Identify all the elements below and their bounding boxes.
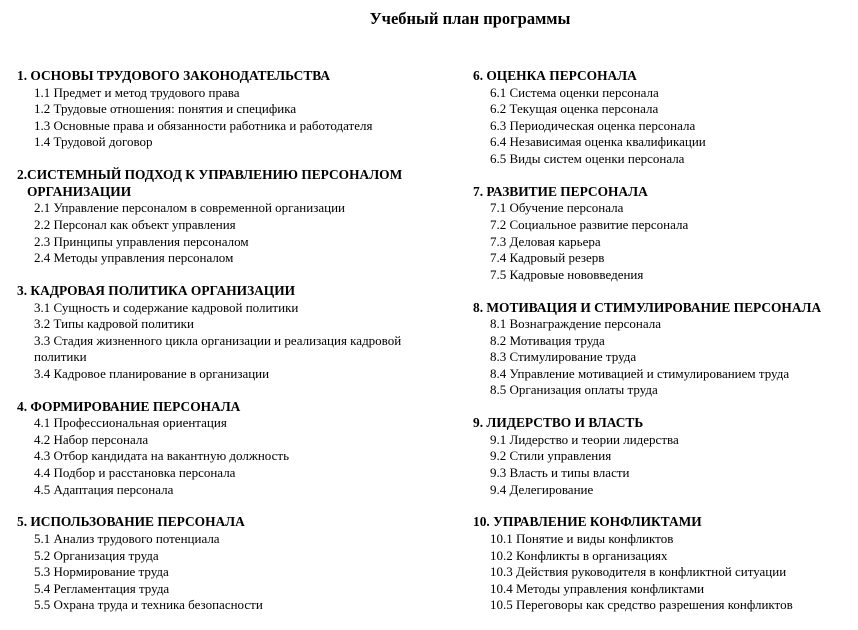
section-heading: 7. РАЗВИТИЕ ПЕРСОНАЛА bbox=[473, 183, 648, 199]
section-staff-formation bbox=[17, 399, 443, 499]
topic-item: 1.3 Основные права и обязанности работника и работодателя bbox=[34, 117, 373, 133]
topic-list bbox=[17, 531, 443, 614]
section-staff-development bbox=[473, 184, 853, 284]
topic-list bbox=[17, 300, 443, 383]
topic-item: 10.2 Конфликты в организациях bbox=[490, 547, 668, 563]
topic-item: 4.1 Профессиональная ориентация bbox=[34, 415, 227, 431]
topic-item: 1.2 Трудовые отношения: понятия и специфика bbox=[34, 101, 297, 117]
section-labor-law bbox=[17, 68, 443, 151]
topic-item: 10.3 Действия руководителя в конфликтной ситуации bbox=[490, 564, 787, 580]
topic-item: 9.1 Лидерство и теории лидерства bbox=[490, 431, 679, 447]
topic-item: 4.5 Адаптация персонала bbox=[34, 481, 174, 497]
topic-item: 8.2 Мотивация труда bbox=[490, 332, 605, 348]
topic-item: 7.3 Деловая карьера bbox=[490, 233, 601, 249]
topic-item: 5.5 Охрана труда и техника безопасности bbox=[34, 597, 263, 613]
section-heading: 10. УПРАВЛЕНИЕ КОНФЛИКТАМИ bbox=[473, 514, 702, 530]
topic-item: 9.4 Делегирование bbox=[490, 481, 594, 497]
section-heading: 3. КАДРОВАЯ ПОЛИТИКА ОРГАНИЗАЦИИ bbox=[17, 282, 296, 298]
section-heading-line: ОРГАНИЗАЦИИ bbox=[27, 183, 132, 199]
topic-item: 2.2 Персонал как объект управления bbox=[34, 216, 236, 232]
section-heading: 5. ИСПОЛЬЗОВАНИЕ ПЕРСОНАЛА bbox=[17, 514, 245, 530]
left-column bbox=[17, 68, 443, 630]
topic-item: 10.5 Переговоры как средство разрешения конфликтов bbox=[490, 597, 793, 613]
topic-item: 2.4 Методы управления персоналом bbox=[34, 250, 234, 266]
topic-item: 1.4 Трудовой договор bbox=[34, 134, 153, 150]
topic-item: 10.1 Понятие и виды конфликтов bbox=[490, 531, 674, 546]
section-staff-assessment bbox=[473, 68, 853, 168]
topic-item: 2.3 Принципы управления персоналом bbox=[34, 233, 249, 249]
topic-item: 6.5 Виды систем оценки персонала bbox=[490, 150, 685, 166]
topic-item: 6.3 Периодическая оценка персонала bbox=[490, 117, 696, 133]
topic-item: 8.5 Организация оплаты труда bbox=[490, 382, 658, 398]
section-heading: 1. ОСНОВЫ ТРУДОВОГО ЗАКОНОДАТЕЛЬСТВА bbox=[17, 68, 331, 83]
topic-item: 5.3 Нормирование труда bbox=[34, 564, 169, 580]
topic-item: 7.1 Обучение персонала bbox=[490, 200, 624, 216]
topic-item: 4.4 Подбор и расстановка персонала bbox=[34, 465, 236, 481]
topic-list bbox=[473, 200, 853, 283]
section-staff-use bbox=[17, 514, 443, 614]
topic-item: 3.4 Кадровое планирование в организации bbox=[34, 365, 270, 381]
topic-item: 1.1 Предмет и метод трудового права bbox=[34, 84, 240, 100]
topic-item: 8.3 Стимулирование труда bbox=[490, 349, 637, 365]
right-column bbox=[473, 68, 853, 630]
topic-item: 8.4 Управление мотивацией и стимулированием труда bbox=[490, 365, 790, 381]
topic-list bbox=[17, 200, 443, 266]
section-heading: 9. ЛИДЕРСТВО И ВЛАСТЬ bbox=[473, 415, 644, 431]
topic-item: 4.3 Отбор кандидата на вакантную должность bbox=[34, 448, 289, 464]
section-heading-line: 2.СИСТЕМНЫЙ ПОДХОД К УПРАВЛЕНИЮ ПЕРСОНАЛОМ bbox=[17, 167, 403, 183]
topic-item: 5.2 Организация труда bbox=[34, 547, 159, 563]
section-heading: 8. МОТИВАЦИЯ И СТИМУЛИРОВАНИЕ ПЕРСОНАЛА bbox=[473, 299, 822, 315]
topic-item: 8.1 Вознаграждение персонала bbox=[490, 316, 662, 332]
page-title: Учебный план программы bbox=[369, 9, 571, 28]
topic-item: 3.2 Типы кадровой политики bbox=[34, 316, 194, 332]
topic-item: 7.5 Кадровые нововведения bbox=[490, 266, 644, 282]
topic-item: 5.1 Анализ трудового потенциала bbox=[34, 531, 220, 546]
topic-list bbox=[473, 432, 853, 498]
section-hr-policy bbox=[17, 283, 443, 383]
section-heading: 4. ФОРМИРОВАНИЕ ПЕРСОНАЛА bbox=[17, 398, 241, 414]
topic-list bbox=[473, 85, 853, 168]
topic-list bbox=[473, 531, 853, 614]
topic-list bbox=[17, 415, 443, 498]
section-heading: 6. ОЦЕНКА ПЕРСОНАЛА bbox=[473, 68, 637, 83]
topic-item: 6.2 Текущая оценка персонала bbox=[490, 101, 659, 117]
topic-item: 6.4 Независимая оценка квалификации bbox=[490, 134, 706, 150]
section-motivation bbox=[473, 300, 853, 400]
section-heading bbox=[17, 167, 443, 200]
topic-item: 3.3 Стадия жизненного цикла организации и реализация кадровой политики bbox=[34, 332, 402, 365]
section-leadership bbox=[473, 415, 853, 498]
section-conflicts bbox=[473, 514, 853, 614]
topic-item: 7.2 Социальное развитие персонала bbox=[490, 216, 689, 232]
topic-item: 10.4 Методы управления конфликтами bbox=[490, 580, 705, 596]
topic-list bbox=[17, 85, 443, 151]
topic-item: 4.2 Набор персонала bbox=[34, 431, 149, 447]
topic-item: 6.1 Система оценки персонала bbox=[490, 84, 659, 100]
topic-item: 5.4 Регламентация труда bbox=[34, 580, 170, 596]
topic-list bbox=[473, 316, 853, 399]
topic-item: 2.1 Управление персоналом в современной организации bbox=[34, 200, 345, 216]
topic-item: 9.3 Власть и типы власти bbox=[490, 465, 630, 481]
topic-item: 7.4 Кадровый резерв bbox=[490, 250, 605, 266]
section-system-approach bbox=[17, 167, 443, 267]
topic-item: 3.1 Сущность и содержание кадровой политики bbox=[34, 299, 299, 315]
topic-item: 9.2 Стили управления bbox=[490, 448, 612, 464]
